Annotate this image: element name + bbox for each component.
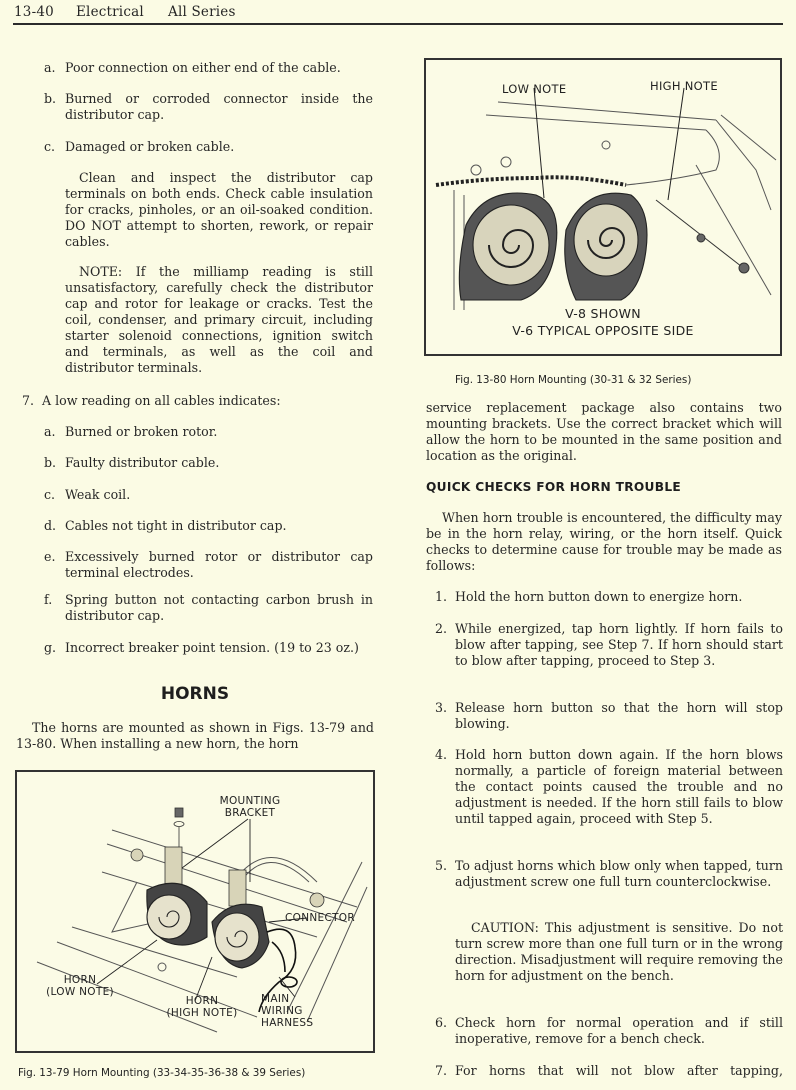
section-title: Electrical	[76, 4, 144, 20]
mounting-bracket-label: MOUNTING BRACKET	[219, 795, 281, 819]
step-number: 2.	[435, 621, 448, 636]
list-item: Damaged or broken cable.	[65, 139, 235, 154]
step-text: To adjust horns which blow only when tapped, turn adjustment screw one full turn counterclockwise.	[455, 858, 783, 889]
step-number: 3.	[435, 700, 448, 715]
step-text: Hold horn button down again. If the horn blows normally, a particle of foreign material between the contact points caused the trouble and no adjustment is needed. If the horn still fails to blow until tapped again, proceed with Step 5.	[455, 747, 783, 826]
continuation-paragraph: service replacement package also contains two mounting brackets. Use the correct bracket which will allow the horn to be mounted in the same position and location as the original.	[426, 400, 782, 463]
note-paragraph: NOTE: If the milliamp reading is still unsatisfactory, carefully check the distributor cap and rotor for leakage or cracks. Test the coil, condenser, and primary circuit, including starter solenoid connections, ignition switch and terminals, as well as the coil and distributor terminals.	[65, 264, 373, 375]
horns-heading: HORNS	[160, 684, 230, 704]
step-text: While energized, tap horn lightly. If horn fails to blow after tapping, see Step 7. If horn should start to blow after tapping, proceed to Step 3.	[455, 621, 783, 668]
caution-paragraph: CAUTION: This adjustment is sensitive. Do not turn screw more than one full turn or in the wrong direction. Misadjustment will require removing the horn for adjustment on the bench.	[455, 920, 783, 983]
step-number: 4.	[435, 747, 448, 762]
item-letter: a.	[44, 424, 56, 439]
connector-label: CONNECTOR	[285, 912, 355, 924]
step-number: 7.	[22, 393, 35, 408]
list-item: Weak coil.	[65, 487, 131, 502]
list-item: Cables not tight in distributor cap.	[65, 518, 287, 533]
quick-checks-heading: QUICK CHECKS FOR HORN TROUBLE	[426, 480, 682, 494]
item-letter: b.	[44, 455, 57, 470]
step-text: A low reading on all cables indicates:	[42, 393, 281, 408]
item-letter: g.	[44, 640, 57, 655]
step-text: Release horn button so that the horn will stop blowing.	[455, 700, 783, 731]
step-number: 7.	[435, 1063, 448, 1078]
step-text: Hold the horn button down to energize horn.	[455, 589, 743, 604]
figure-13-80-caption: Fig. 13-80 Horn Mounting (30-31 & 32 Series)	[455, 374, 692, 386]
step-text: For horns that will not blow after tapping,	[455, 1063, 783, 1078]
step-text: Check horn for normal operation and if still inoperative, remove for a bench check.	[455, 1015, 783, 1046]
v8-shown-label: V-8 SHOWN	[565, 306, 641, 321]
list-item: Spring button not contacting carbon brush in distributor cap.	[65, 592, 373, 623]
item-letter: c.	[44, 139, 56, 154]
list-item: Poor connection on either end of the cable.	[65, 60, 341, 75]
figure-13-79-caption: Fig. 13-79 Horn Mounting (33-34-35-36-38 & 39 Series)	[18, 1067, 306, 1079]
step-number: 6.	[435, 1015, 448, 1030]
low-note-label: LOW NOTE	[502, 82, 567, 96]
v6-typical-label: V-6 TYPICAL OPPOSITE SIDE	[512, 323, 694, 338]
page-number: 13-40	[14, 4, 54, 20]
step-number: 1.	[435, 589, 448, 604]
list-item: Excessively burned rotor or distributor cap terminal electrodes.	[65, 549, 373, 580]
item-letter: e.	[44, 549, 56, 564]
list-item: Burned or corroded connector inside the distributor cap.	[65, 91, 373, 122]
series-label: All Series	[168, 4, 236, 20]
horns-paragraph: The horns are mounted as shown in Figs. 13-79 and 13-80. When installing a new horn, the horn	[16, 720, 374, 751]
clean-paragraph: Clean and inspect the distributor cap terminals on both ends. Check cable insulation for cracks, pinholes, or an oil-soaked condition. DO NOT attempt to shorten, rework, or repair cables.	[65, 170, 373, 249]
horn-high-note-label: HORN (HIGH NOTE)	[166, 995, 238, 1019]
item-letter: d.	[44, 518, 57, 533]
list-item: Burned or broken rotor.	[65, 424, 218, 439]
list-item: Incorrect breaker point tension. (19 to 23 oz.)	[65, 640, 359, 655]
list-item: Faulty distributor cable.	[65, 455, 220, 470]
main-wiring-harness-label: MAIN WIRING HARNESS	[261, 993, 314, 1029]
item-letter: c.	[44, 487, 56, 502]
item-letter: b.	[44, 91, 57, 106]
item-letter: f.	[44, 592, 53, 607]
step-number: 5.	[435, 858, 448, 873]
horn-low-note-label: HORN (LOW NOTE)	[46, 974, 114, 998]
intro-paragraph: When horn trouble is encountered, the difficulty may be in the horn relay, wiring, or the horn itself. Quick checks to determine cause for trouble may be made as follows:	[426, 510, 782, 573]
item-letter: a.	[44, 60, 56, 75]
high-note-label: HIGH NOTE	[650, 79, 718, 93]
